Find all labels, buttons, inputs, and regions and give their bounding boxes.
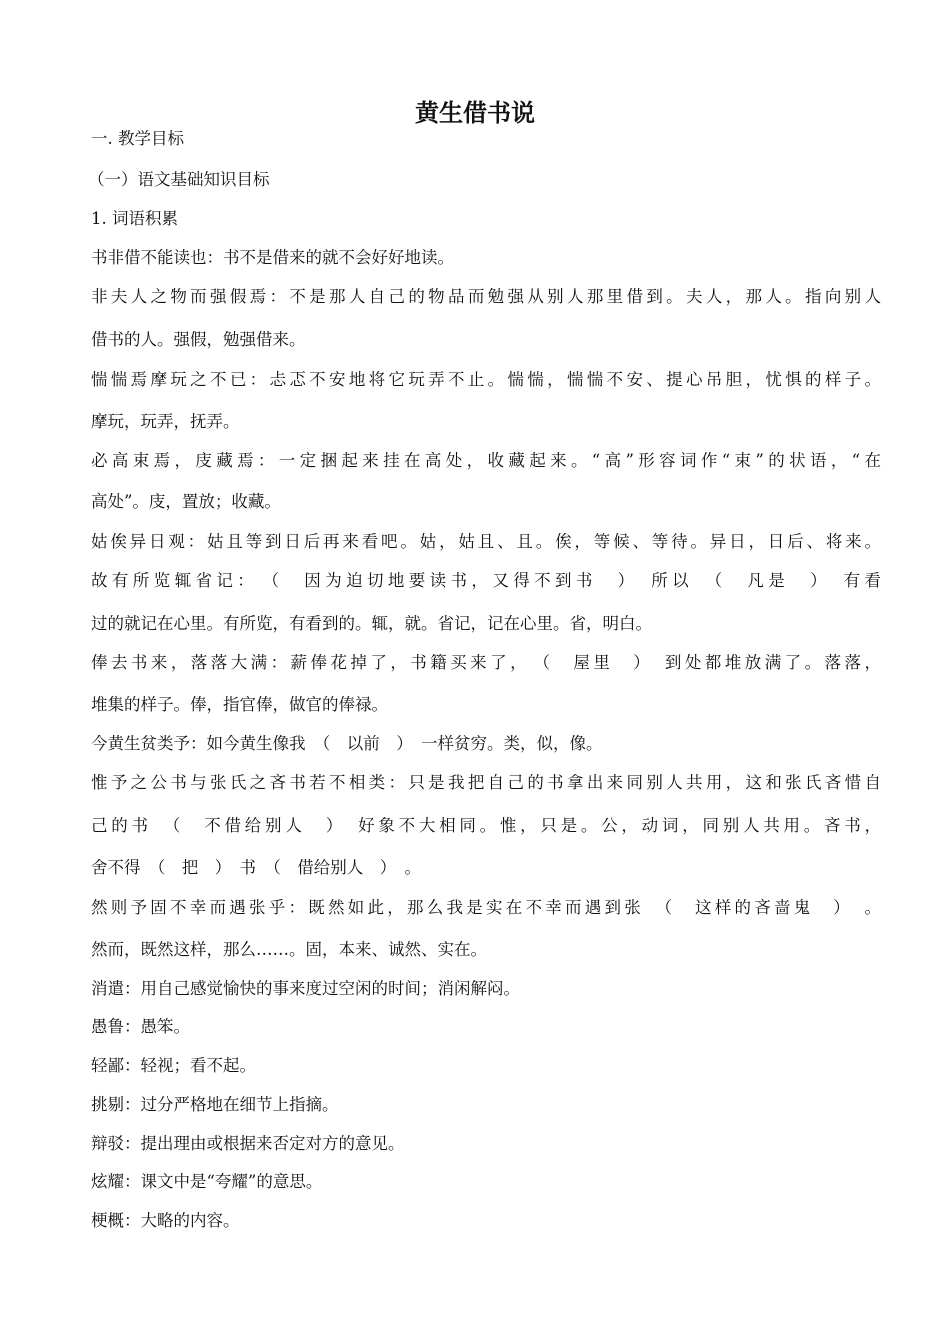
vocab-line: 必高束焉，庋藏焉：一定捆起来挂在高处，收藏起来。“高”形容词作“束”的状语，“在	[91, 451, 881, 470]
vocab-line: 惴惴焉摩玩之不已：忐忑不安地将它玩弄不止。惴惴，惴惴不安、提心吊胆，忧惧的样子。	[91, 370, 881, 389]
vocab-line: 俸去书来，落落大满：薪俸花掉了，书籍买来了， （ 屋里 ） 到处都堆放满了。落落，	[91, 653, 881, 672]
vocab-line: 故有所览辄省记： （ 因为迫切地要读书，又得不到书 ） 所以 （ 凡是 ） 有看	[91, 571, 881, 590]
vocab-line: 摩玩，玩弄，抚弄。	[91, 412, 240, 431]
vocab-line: 消遣：用自己感觉愉快的事来度过空闲的时间；消闲解闷。	[91, 979, 520, 998]
sub-subsection-heading: 1. 词语积累	[91, 209, 178, 228]
vocab-line: 愚鲁：愚笨。	[91, 1017, 190, 1036]
vocab-line: 辩驳：提出理由或根据来否定对方的意见。	[91, 1134, 405, 1153]
vocab-line: 挑剔：过分严格地在细节上指摘。	[91, 1095, 339, 1114]
document-title: 黄生借书说	[415, 99, 535, 127]
subsection-heading: （一）语文基础知识目标	[88, 170, 270, 189]
vocab-line: 堆集的样子。俸，指官俸，做官的俸禄。	[91, 695, 388, 714]
vocab-line: 然则予固不幸而遇张乎：既然如此，那么我是实在不幸而遇到张 （ 这样的吝啬鬼 ） 。	[91, 898, 881, 917]
vocab-line: 然而，既然这样，那么……。固，本来、诚然、实在。	[91, 940, 487, 959]
vocab-line: 惟予之公书与张氏之吝书若不相类：只是我把自己的书拿出来同别人共用，这和张氏吝惜自	[91, 773, 881, 792]
vocab-line: 过的就记在心里。有所览，有看到的。辄，就。省记，记在心里。省，明白。	[91, 614, 652, 633]
vocab-line: 借书的人。强假，勉强借来。	[91, 330, 306, 349]
section-heading: 一. 教学目标	[91, 129, 184, 148]
vocab-line: 轻鄙：轻视；看不起。	[91, 1056, 256, 1075]
vocab-line: 书非借不能读也：书不是借来的就不会好好地读。	[91, 248, 454, 267]
vocab-line: 今黄生贫类予：如今黄生像我 （ 以前 ） 一样贫穷。类，似，像。	[91, 734, 603, 753]
vocab-line: 梗概：大略的内容。	[91, 1211, 240, 1230]
vocab-line: 炫耀：课文中是“夸耀”的意思。	[91, 1172, 323, 1191]
vocab-line: 非夫人之物而强假焉：不是那人自己的物品而勉强从别人那里借到。夫人，那人。指向别人	[91, 287, 881, 306]
vocab-line: 舍不得 （ 把 ） 书 （ 借给别人 ） 。	[91, 858, 421, 877]
vocab-line: 姑俟异日观：姑且等到日后再来看吧。姑，姑且、且。俟，等候、等待。异日，日后、将来。	[91, 532, 881, 551]
vocab-line: 高处”。庋，置放；收藏。	[91, 492, 281, 511]
vocab-line: 己的书 （ 不借给别人 ） 好象不大相同。惟，只是。公，动词，同别人共用。吝书，	[91, 816, 881, 835]
